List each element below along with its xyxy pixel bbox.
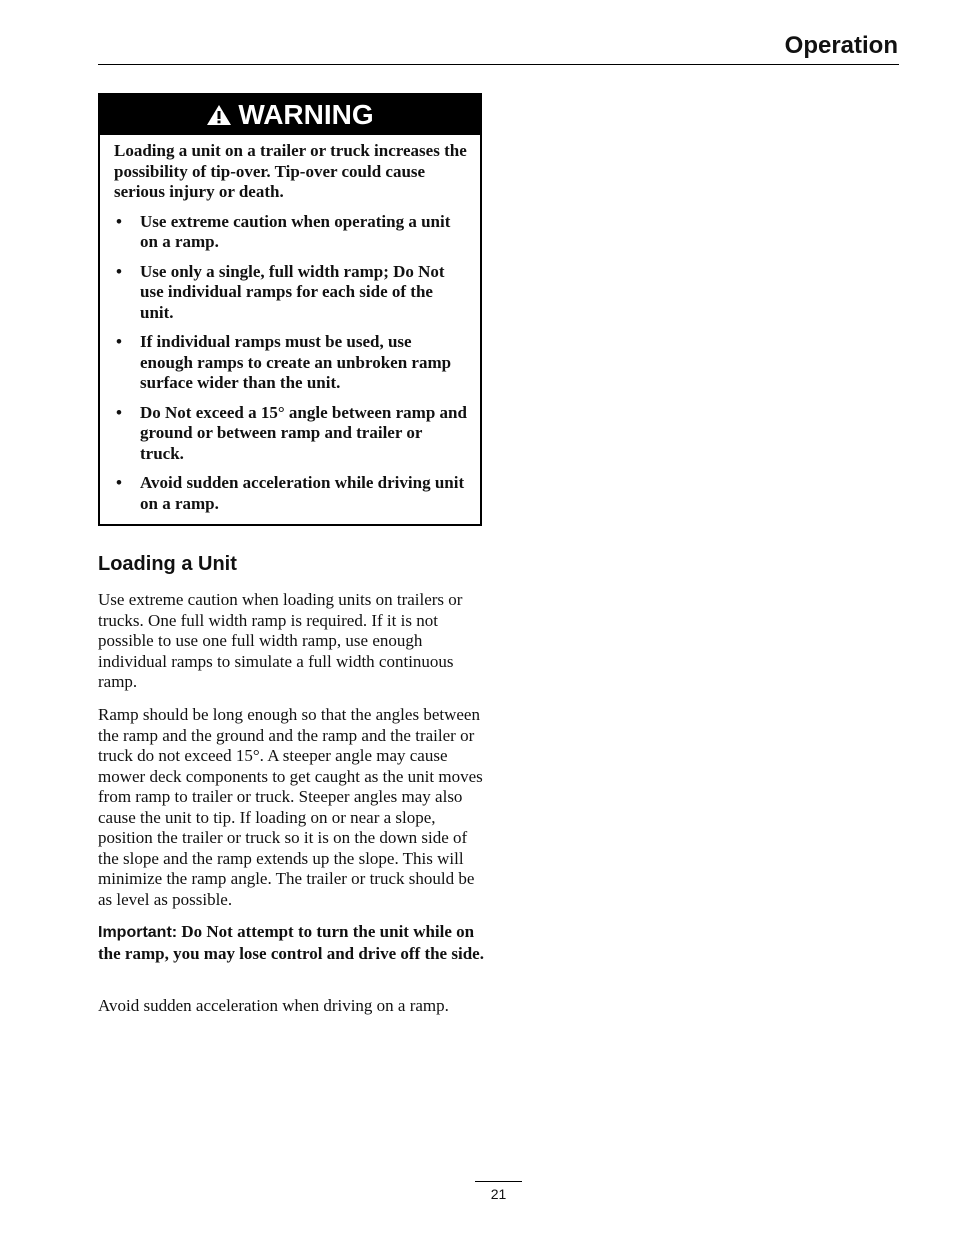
bullet: •: [116, 261, 122, 281]
section-title: Operation: [784, 32, 898, 59]
warning-intro: Loading a unit on a trailer or truck increases the possibility of tip-over. Tip-over could cause serious injury or death.: [114, 141, 467, 201]
warning-header: [100, 95, 480, 135]
list-item: [114, 262, 468, 324]
warning-triangle-icon: [206, 104, 232, 126]
warning-box: [98, 93, 482, 526]
page-number: 21: [490, 1186, 507, 1202]
list-item: [114, 473, 468, 514]
header-divider: [98, 64, 899, 65]
list-item-text: Use extreme caution when operating a unit on a ramp.: [140, 211, 451, 251]
section-heading: Loading a Unit: [98, 553, 237, 575]
important-label: Important:: [98, 924, 178, 941]
important-text: Do Not attempt to turn the unit while on the ramp, you may lose control and drive off the side.: [98, 922, 484, 963]
list-item: [114, 212, 468, 253]
warning-list: [114, 212, 468, 515]
paragraph: Ramp should be long enough so that the angles between the ramp and the ground and the ramp and the trailer or truck do not exceed 15°. A steeper angle may cause mower deck components to get caught as the unit moves from ramp to trailer or truck. Steeper angles may also cause the unit to tip. If loading on or near a slope, position the trailer or truck so it is on the down side of the slope and the ramp extends up the slope. This will minimize the ramp angle. The trailer or truck should be as level as possible.: [98, 705, 483, 909]
list-item-text: Do Not exceed a 15° angle between ramp and ground or between ramp and trailer or truck.: [140, 402, 467, 463]
warning-body: [100, 135, 480, 514]
bullet: •: [116, 211, 122, 231]
list-item-text: If individual ramps must be used, use enough ramps to create an unbroken ramp surface wider than the unit.: [140, 332, 452, 392]
paragraph: Use extreme caution when loading units on trailers or trucks. One full width ramp is required. If it is not possible to use one full width ramp, use enough individual ramps to simulate a full width continuous ramp.: [98, 590, 463, 691]
list-item: [114, 403, 468, 465]
warning-title: WARNING: [238, 99, 374, 130]
bullet: •: [116, 402, 122, 422]
bullet: •: [116, 473, 122, 492]
list-item-text: Avoid sudden acceleration while driving unit on a ramp.: [140, 473, 465, 513]
paragraph: Avoid sudden acceleration when driving on a ramp.: [98, 996, 449, 1015]
list-item: [114, 332, 468, 394]
bullet: •: [116, 332, 122, 351]
footer-divider: [475, 1181, 522, 1182]
important-note: [98, 922, 488, 964]
list-item-text: Use only a single, full width ramp; Do Not use individual ramps for each side of the unit.: [140, 261, 445, 322]
